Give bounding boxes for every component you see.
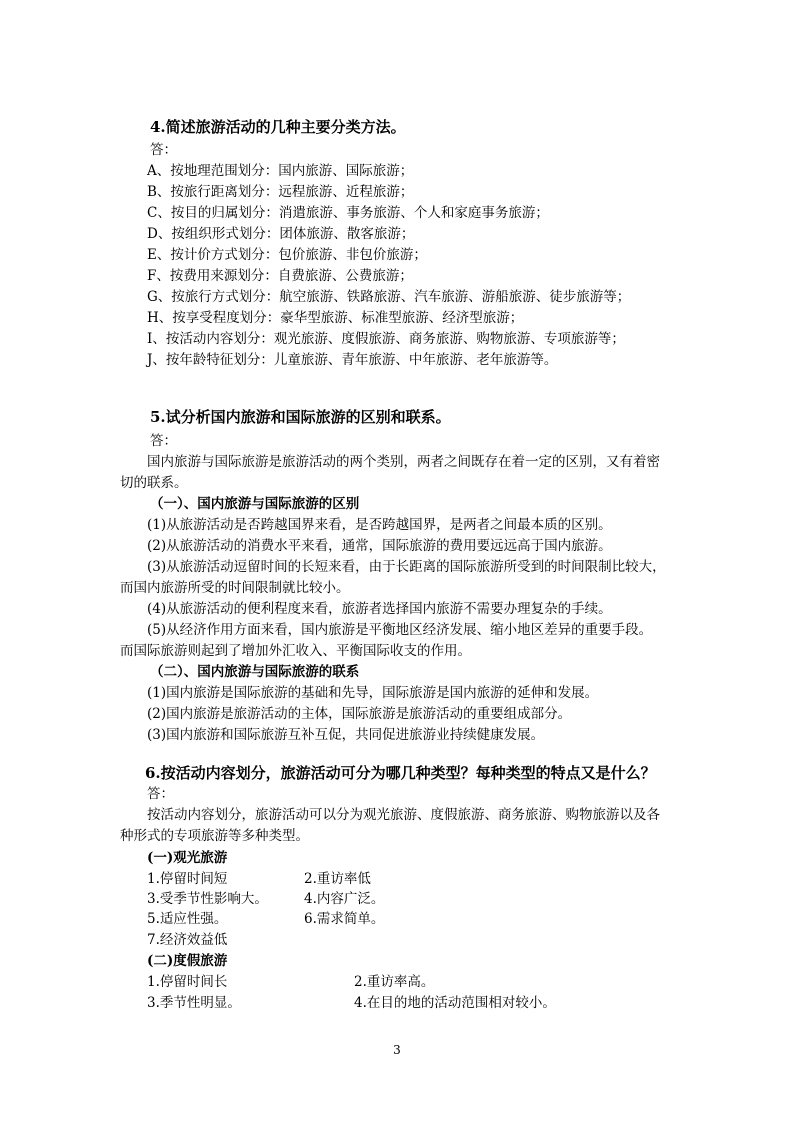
vacation-title: (二)度假旅游 [147, 953, 228, 969]
sightseeing-feature-6: 6.需求简单。 [304, 911, 385, 927]
q5-s1-p3-line2: 而国内旅游所受的时间限制就比较小。 [120, 580, 350, 596]
q4-item-c: C、按目的归属划分：消遣旅游、事务旅游、个人和家庭事务旅游； [147, 205, 549, 221]
q4-item-j: J、按年龄特征划分：儿童旅游、青年旅游、中年旅游、老年旅游等。 [147, 352, 558, 368]
vacation-feature-3: 3.季节性明显。 [147, 995, 241, 1011]
q4-item-f: F、按费用来源划分：自费旅游、公费旅游； [147, 268, 413, 284]
q6-intro-line1: 按活动内容划分，旅游活动可以分为观光旅游、度假旅游、商务旅游、购物旅游以及各 [147, 807, 660, 823]
q5-intro-line1: 国内旅游与国际旅游是旅游活动的两个类别，两者之间既存在着一定的区别，又有着密 [147, 454, 660, 470]
q5-s2-p2: (2)国内旅游是旅游活动的主体，国际旅游是旅游活动的重要组成部分。 [147, 706, 572, 722]
q4-item-g: G、按旅行方式划分：航空旅游、铁路旅游、汽车旅游、游船旅游、徒步旅游等； [147, 289, 631, 305]
q5-title: 5.试分析国内旅游和国际旅游的区别和联系。 [150, 408, 451, 426]
q5-s1-p5-line2: 而国际旅游则起到了增加外汇收入、平衡国际收支的作用。 [120, 643, 471, 659]
q5-s1-p1: (1)从旅游活动是否跨越国界来看，是否跨越国界，是两者之间最本质的区别。 [147, 517, 612, 533]
sightseeing-feature-1: 1.停留时间短 [147, 871, 228, 887]
q5-s2-p3: (3)国内旅游和国际旅游互补互促，共同促进旅游业持续健康发展。 [147, 727, 545, 743]
q5-answer-label: 答： [150, 433, 177, 449]
q4-item-b: B、按旅行距离划分：远程旅游、近程旅游； [147, 184, 414, 200]
q6-intro-line2: 种形式的专项旅游等多种类型。 [120, 828, 309, 844]
q5-section1-title: （一）、国内旅游与国际旅游的区别 [150, 496, 360, 512]
q4-item-h: H、按享受程度划分：豪华型旅游、标准型旅游、经济型旅游； [147, 310, 524, 326]
q4-item-e: E、按计价方式划分：包价旅游、非包价旅游； [147, 247, 427, 263]
q5-intro-line2: 切的联系。 [120, 475, 188, 491]
vacation-feature-2: 2.重访率高。 [354, 974, 435, 990]
sightseeing-title: (一)观光旅游 [147, 850, 228, 866]
sightseeing-feature-5: 5.适应性强。 [147, 911, 228, 927]
q6-answer-label: 答： [147, 786, 174, 802]
q5-s1-p5-line1: (5)从经济作用方面来看，国内旅游是平衡地区经济发展、缩小地区差异的重要手段。 [147, 622, 653, 638]
vacation-feature-1: 1.停留时间长 [147, 974, 228, 990]
q5-section2-title: （二）、国内旅游与国际旅游的联系 [150, 664, 360, 680]
q6-title: 6.按活动内容划分，旅游活动可分为哪几种类型？每种类型的特点又是什么？ [145, 764, 656, 782]
q4-item-i: I、按活动内容划分：观光旅游、度假旅游、商务旅游、购物旅游、专项旅游等； [147, 331, 625, 347]
page-number: 3 [393, 1043, 401, 1057]
q4-item-a: A、按地理范围划分：国内旅游、国际旅游； [147, 163, 414, 179]
q5-s1-p3-line1: (3)从旅游活动逗留时间的长短来看，由于长距离的国际旅游所受到的时间限制比较大， [147, 559, 666, 575]
q5-s2-p1: (1)国内旅游是国际旅游的基础和先导，国际旅游是国内旅游的延伸和发展。 [147, 685, 599, 701]
q5-s1-p4: (4)从旅游活动的便利程度来看，旅游者选择国内旅游不需要办理复杂的手续。 [147, 601, 612, 617]
sightseeing-feature-3: 3.受季节性影响大。 [147, 891, 268, 907]
q4-item-d: D、按组织形式划分：团体旅游、散客旅游； [147, 226, 415, 242]
sightseeing-feature-2: 2.重访率低 [304, 871, 371, 887]
vacation-feature-4: 4.在目的地的活动范围相对较小。 [354, 995, 556, 1011]
sightseeing-feature-4: 4.内容广泛。 [304, 891, 385, 907]
sightseeing-feature-7: 7.经济效益低 [147, 932, 228, 948]
q4-answer-label: 答： [150, 142, 177, 158]
q5-s1-p2: (2)从旅游活动的消费水平来看，通常，国际旅游的费用要远远高于国内旅游。 [147, 538, 612, 554]
q4-title: 4.简述旅游活动的几种主要分类方法。 [150, 118, 406, 136]
